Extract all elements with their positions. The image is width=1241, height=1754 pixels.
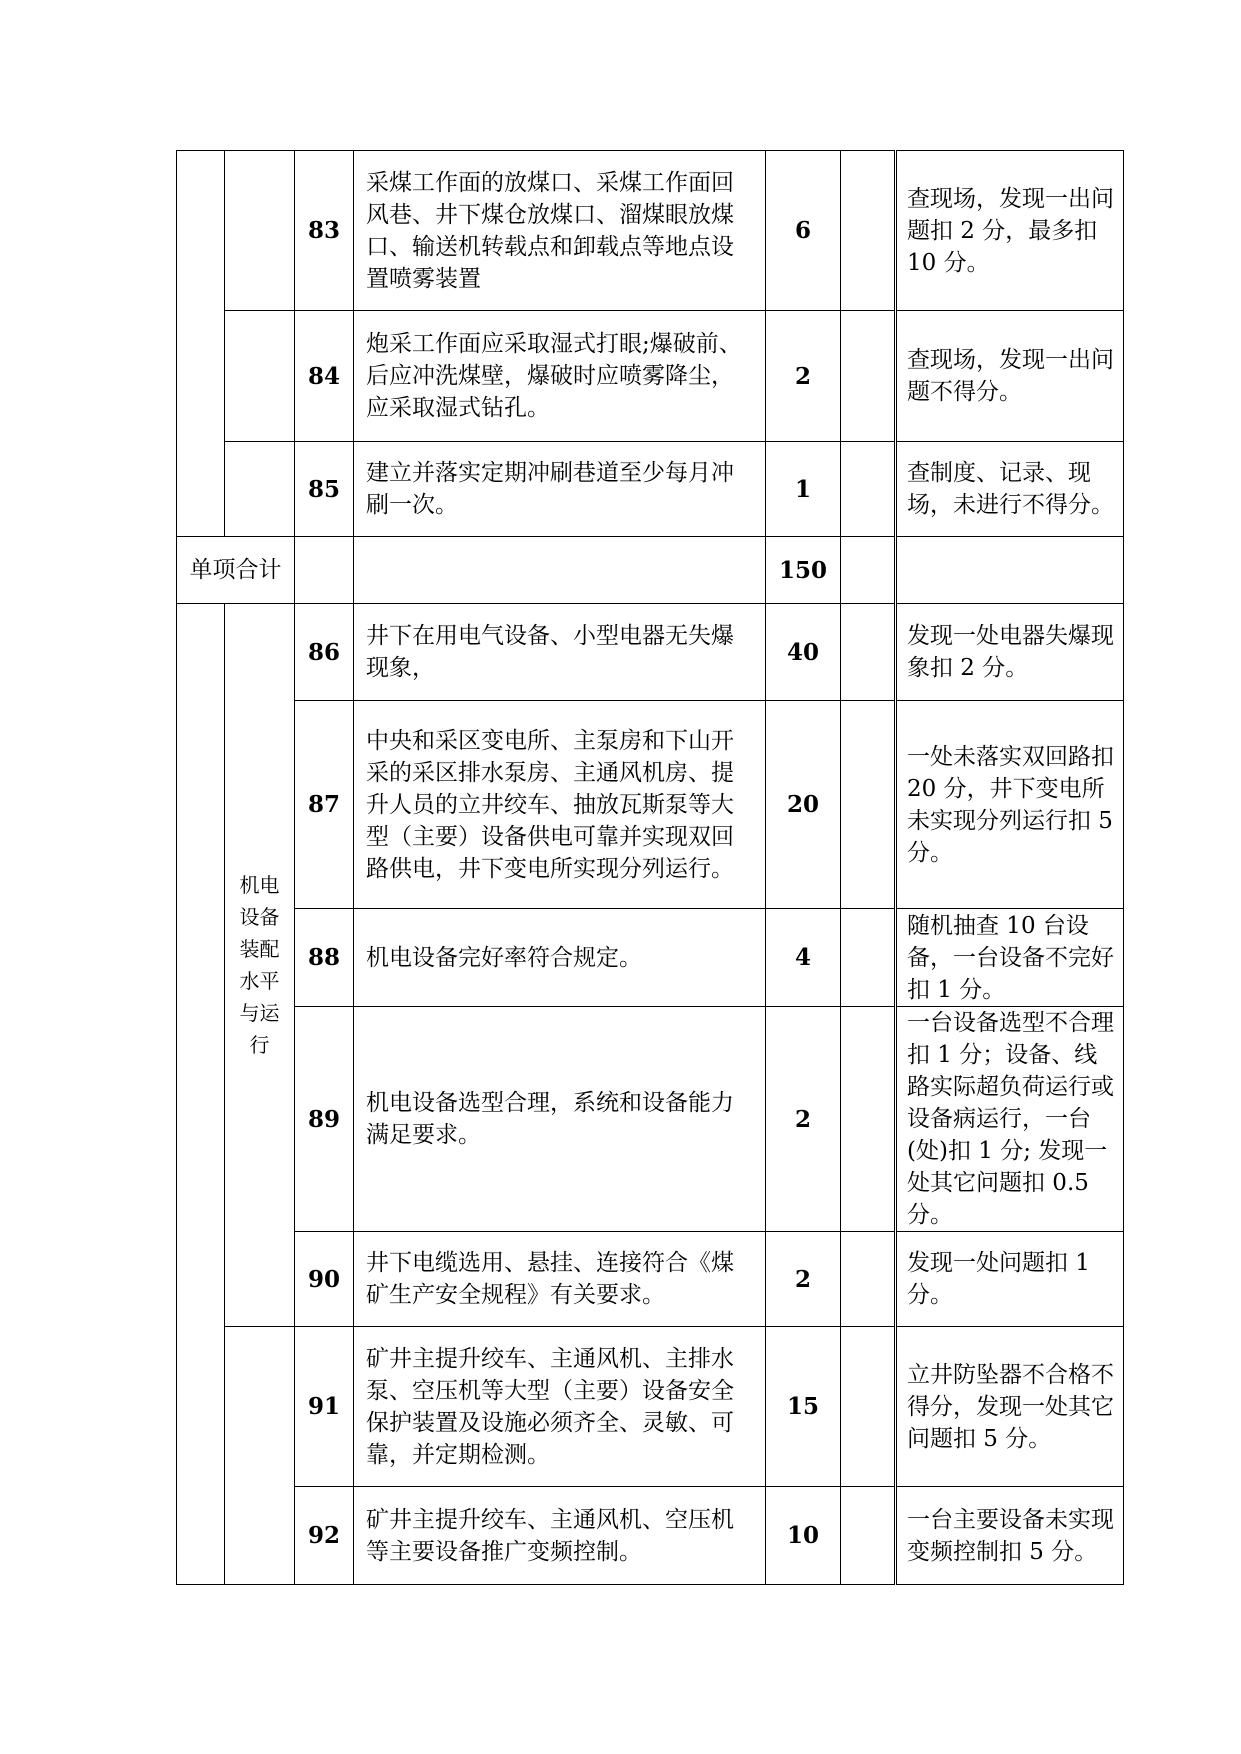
item-number: 91 (295, 1327, 354, 1487)
score-cell (841, 311, 896, 442)
score-cell (841, 442, 896, 537)
requirement-text: 矿井主提升绞车、主通风机、主排水泵、空压机等大型（主要）设备安全保护装置及设施必须齐全、灵敏、可靠，并定期检测。 (354, 1327, 766, 1487)
table-row (177, 1487, 1124, 1585)
requirement-text: 建立并落实定期冲刷巷道至少每月冲刷一次。 (354, 442, 766, 537)
table-row (177, 1007, 1124, 1232)
item-number: 87 (295, 701, 354, 909)
item-number: 90 (295, 1232, 354, 1327)
empty-cell (295, 537, 354, 604)
evaluation-method: 随机抽查 10 台设备，一台设备不完好扣 1 分。 (896, 909, 1124, 1007)
requirement-text: 机电设备完好率符合规定。 (354, 909, 766, 1007)
requirement-text: 中央和采区变电所、主泵房和下山开采的采区排水泵房、主通风机房、提升人员的立井绞车、抽放瓦斯泵等大型（主要）设备供电可靠并实现双回路供电，井下变电所实现分列运行。 (354, 701, 766, 909)
score-cell (841, 1232, 896, 1327)
standard-points: 6 (766, 151, 841, 311)
item-number: 83 (295, 151, 354, 311)
standard-points: 2 (766, 311, 841, 442)
item-number: 92 (295, 1487, 354, 1585)
subcategory-cell (225, 311, 295, 442)
table-row (177, 1232, 1124, 1327)
empty-cell (354, 537, 766, 604)
table-row (177, 604, 1124, 701)
standard-points: 2 (766, 1232, 841, 1327)
score-cell (841, 1487, 896, 1585)
empty-cell (896, 537, 1124, 604)
table-row (177, 151, 1124, 311)
standard-points: 4 (766, 909, 841, 1007)
standard-points: 15 (766, 1327, 841, 1487)
subtotal-points: 150 (766, 537, 841, 604)
item-number: 88 (295, 909, 354, 1007)
score-cell (841, 151, 896, 311)
category-cell (177, 604, 225, 1585)
score-cell (841, 1327, 896, 1487)
standard-points: 2 (766, 1007, 841, 1232)
subcategory-cell (225, 151, 295, 311)
requirement-text: 井下电缆选用、悬挂、连接符合《煤矿生产安全规程》有关要求。 (354, 1232, 766, 1327)
requirement-text: 炮采工作面应采取湿式打眼;爆破前、后应冲洗煤壁，爆破时应喷雾降尘，应采取湿式钻孔。 (354, 311, 766, 442)
section-label (225, 604, 295, 1327)
item-number: 85 (295, 442, 354, 537)
table-row (177, 909, 1124, 1007)
item-number: 86 (295, 604, 354, 701)
score-cell (841, 909, 896, 1007)
requirement-text: 矿井主提升绞车、主通风机、空压机等主要设备推广变频控制。 (354, 1487, 766, 1585)
item-number: 89 (295, 1007, 354, 1232)
subtotal-row (177, 537, 1124, 604)
requirement-text: 井下在用电气设备、小型电器无失爆现象， (354, 604, 766, 701)
standard-points: 10 (766, 1487, 841, 1585)
scoring-table (176, 150, 1124, 1585)
standard-points: 40 (766, 604, 841, 701)
requirement-text: 机电设备选型合理，系统和设备能力满足要求。 (354, 1007, 766, 1232)
subtotal-label: 单项合计 (177, 537, 295, 604)
standard-points: 20 (766, 701, 841, 909)
table-row (177, 1327, 1124, 1487)
table-row (177, 701, 1124, 909)
evaluation-method: 立井防坠器不合格不得分，发现一处其它问题扣 5 分。 (896, 1327, 1124, 1487)
score-cell (841, 604, 896, 701)
table-row (177, 311, 1124, 442)
evaluation-method: 查制度、记录、现场，未进行不得分。 (896, 442, 1124, 537)
requirement-text: 采煤工作面的放煤口、采煤工作面回风巷、井下煤仓放煤口、溜煤眼放煤口、输送机转载点和卸载点等地点设置喷雾装置 (354, 151, 766, 311)
evaluation-method: 发现一处问题扣 1 分。 (896, 1232, 1124, 1327)
score-cell (841, 1007, 896, 1232)
evaluation-method: 查现场，发现一出问题扣 2 分，最多扣 10 分。 (896, 151, 1124, 311)
evaluation-method: 查现场，发现一出问题不得分。 (896, 311, 1124, 442)
evaluation-method: 一处未落实双回路扣 20 分，井下变电所未实现分列运行扣 5 分。 (896, 701, 1124, 909)
score-cell (841, 537, 896, 604)
evaluation-method: 发现一处电器失爆现象扣 2 分。 (896, 604, 1124, 701)
score-cell (841, 701, 896, 909)
category-cell (177, 151, 225, 537)
standard-points: 1 (766, 442, 841, 537)
evaluation-method: 一台主要设备未实现变频控制扣 5 分。 (896, 1487, 1124, 1585)
subcategory-cell (225, 1327, 295, 1585)
evaluation-method: 一台设备选型不合理扣 1 分；设备、线路实际超负荷运行或设备病运行，一台(处)扣 1 分; 发现一处其它问题扣 0.5 分。 (896, 1007, 1124, 1232)
section-label-text: 机电设备装配水平与运行 (239, 873, 280, 1057)
item-number: 84 (295, 311, 354, 442)
table-row (177, 442, 1124, 537)
subcategory-cell (225, 442, 295, 537)
